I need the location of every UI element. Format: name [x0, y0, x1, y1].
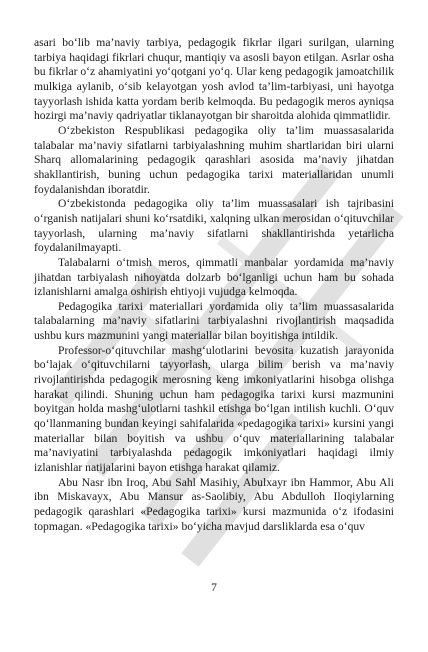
paragraph-2: O‘zbekiston Respublikasi pedagogika oliy ta’lim muassasalarida talabalar ma’naviy sifatlarni tarbiyalashning muhim shartlaridan biri ularni Sharq allomalarining pedagogik qarashlari asosida ma’naviy jihatdan shakllantirish, buning uchun pedagogika tarixi materiallaridan unumli foydalanishdan iboratdir.	[34, 123, 394, 196]
paragraph-6: Professor-o‘qituvchilar mashg‘ulotlarini bevosita kuzatish jarayonida bo‘lajak o‘qituvchilarni tayyorlash, ularga bilim berish va ma’naviy rivojlantirishda pedagogik merosning keng imkoniyatlarini hisobga olishga harakat qilindi. Shuning uchun ham pedagogika tarixi kursi mazmunini boyitgan holda mashg‘ulotlarni tashkil etishga bo‘lgan intilish kuchli. O‘quv qo‘llanmaning bundan keyingi sahifalarida «pedagogika tarixi» kursini yangi materiallar bilan boyitish va ushbu o‘quv materiallarining talabalar ma’naviyatini tarbiyalashda pedagogik imkoniyatlari haqidagi ilmiy izlanishlar natijalarini bayon etishga harakat qilamiz.	[34, 343, 394, 475]
paragraph-5: Pedagogika tarixi materiallari yordamida oliy ta’lim muassasalarida talabalarning ma’naviy sifatlarini tarbiyalashni rivojlantirish maqsadida ushbu kurs mazmunini yangi materiallar bilan boyitishga intildik.	[34, 299, 394, 343]
paragraph-3: O‘zbekistonda pedagogika oliy ta’lim muassasalari ish tajribasini o‘rganish natijalari shuni ko‘rsatdiki, xalqning ulkan merosidan o‘qituvchilar tayyorlash, ularning ma’naviy sifatlarni shakllantirishda yetarlicha foydalanilmayapti.	[34, 197, 394, 255]
paragraph-1: asari bo‘lib ma’naviy tarbiya, pedagogik fikrlar ilgari surilgan, ularning tarbiya haqidagi fikrlari chuqur, mantiqiy va asosli bayon etilgan. Asrlar osha bu fikrlar o‘z ahamiyatini yo‘qotgani yo‘q. Ular keng pedagogik jamoatchilik mulkiga aylanib, o‘sib kelayotgan yosh avlod ta’lim-tarbiyasi, uni hayotga tayyorlash ishida katta yordam berib kelmoqda. Bu pedagogik meros ayniqsa hozirgi ma’naviy qadriyatlar tiklanayotgan bir sharoitda alohida qimmatlidir.	[34, 36, 394, 123]
page-number: 7	[211, 582, 217, 594]
paragraph-7: Abu Nasr ibn Iroq, Abu Sahl Masihiy, Abulxayr ibn Hammor, Abu Ali ibn Miskavayx, Abu Mansur as-Saolibiy, Abu Abdulloh Iloqiylarning pedagogik qarashlari «Pedagogika tarixi» kursi mazmunida o‘z ifodasini topmagan. «Pedagogika tarixi» bo‘yicha mavjud darsliklarda esa o‘quv	[34, 475, 394, 533]
paragraph-4: Talabalarni o‘tmish meros, qimmatli manbalar yordamida ma’naviy jihatdan tarbiyalash nihoyatda dolzarb bo‘lganligi uchun ham bu sohada izlanishlarni amalga oshirish ehtiyoji vujudga kelmoqda.	[34, 255, 394, 299]
body-text	[34, 36, 394, 534]
